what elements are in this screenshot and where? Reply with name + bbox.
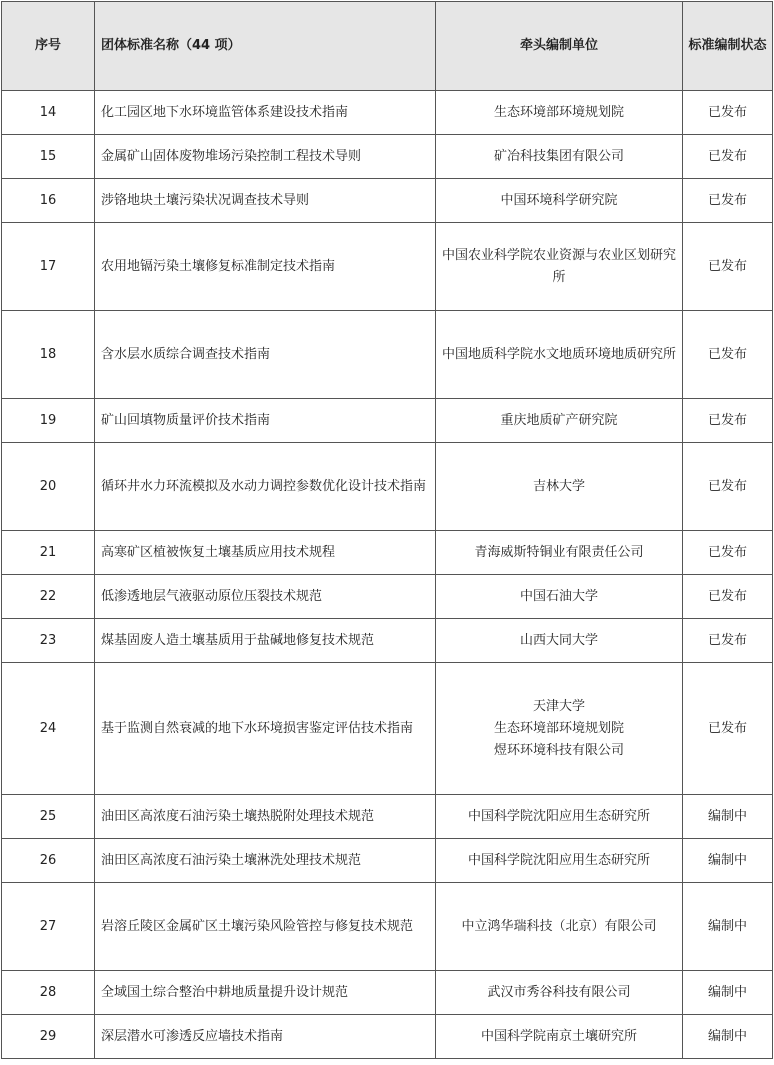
row-number: 21 [2,531,95,575]
status-label: 编制中 [683,795,773,839]
table-row [2,311,773,399]
table-row [2,91,773,135]
row-number: 14 [2,91,95,135]
lead-unit-cell [436,839,683,883]
lead-unit: 中国农业科学院农业资源与农业区划研究所 [442,247,677,285]
lead-unit-cell [436,663,683,795]
status-label: 已发布 [683,223,773,311]
lead-unit-cell [436,311,683,399]
status-label: 编制中 [683,971,773,1015]
table-row [2,971,773,1015]
table-row [2,839,773,883]
table-row [2,1015,773,1059]
lead-unit: 生态环境部环境规划院 [493,720,624,736]
standard-name: 全域国土综合整治中耕地质量提升设计规范 [95,971,436,1015]
standard-name: 金属矿山固体废物堆场污染控制工程技术导则 [95,135,436,179]
header-status: 标准编制状态 [683,2,773,91]
lead-unit: 天津大学 [532,698,585,714]
lead-unit: 中国科学院沈阳应用生态研究所 [467,808,650,824]
header-standard-name: 团体标准名称（44 项） [95,2,436,91]
lead-unit: 中国科学院沈阳应用生态研究所 [467,852,650,868]
lead-unit: 中国石油大学 [519,588,598,604]
lead-unit: 生态环境部环境规划院 [493,104,624,120]
row-number: 25 [2,795,95,839]
row-number: 28 [2,971,95,1015]
row-number: 29 [2,1015,95,1059]
status-label: 编制中 [683,883,773,971]
row-number: 22 [2,575,95,619]
table-row [2,531,773,575]
table-body [2,91,773,1059]
lead-unit-cell [436,575,683,619]
status-label: 已发布 [683,619,773,663]
standard-name: 循环井水力环流模拟及水动力调控参数优化设计技术指南 [95,443,436,531]
standard-name: 化工园区地下水环境监管体系建设技术指南 [95,91,436,135]
row-number: 18 [2,311,95,399]
lead-unit-cell [436,399,683,443]
lead-unit-cell [436,883,683,971]
row-number: 23 [2,619,95,663]
status-label: 已发布 [683,135,773,179]
table-row [2,179,773,223]
lead-unit-cell [436,443,683,531]
lead-unit-cell [436,971,683,1015]
standard-name: 深层潜水可渗透反应墙技术指南 [95,1015,436,1059]
table-row [2,575,773,619]
row-number: 27 [2,883,95,971]
lead-unit-cell [436,223,683,311]
table-header [2,2,773,91]
lead-unit: 中立鸿华瑞科技（北京）有限公司 [461,918,657,934]
table-row [2,399,773,443]
row-number: 17 [2,223,95,311]
row-number: 20 [2,443,95,531]
header-row [2,2,773,91]
lead-unit: 矿冶科技集团有限公司 [493,148,624,164]
status-label: 已发布 [683,311,773,399]
lead-unit-cell [436,179,683,223]
lead-unit-cell [436,619,683,663]
header-no: 序号 [2,2,95,91]
row-number: 15 [2,135,95,179]
table-row [2,663,773,795]
status-label: 已发布 [683,575,773,619]
lead-unit-cell [436,795,683,839]
lead-unit: 青海威斯特铜业有限责任公司 [474,544,644,560]
status-label: 已发布 [683,443,773,531]
standard-name: 油田区高浓度石油污染土壤淋洗处理技术规范 [95,839,436,883]
lead-unit: 中国环境科学研究院 [500,192,618,208]
table-row [2,883,773,971]
status-label: 编制中 [683,1015,773,1059]
lead-unit-cell [436,135,683,179]
status-label: 已发布 [683,663,773,795]
lead-unit-cell [436,91,683,135]
status-label: 已发布 [683,531,773,575]
standard-name: 煤基固废人造土壤基质用于盐碱地修复技术规范 [95,619,436,663]
lead-unit: 煜环环境科技有限公司 [493,742,624,758]
status-label: 编制中 [683,839,773,883]
lead-unit: 武汉市秀谷科技有限公司 [487,984,631,1000]
standard-name: 油田区高浓度石油污染土壤热脱附处理技术规范 [95,795,436,839]
status-label: 已发布 [683,399,773,443]
lead-unit-cell [436,531,683,575]
lead-unit: 重庆地质矿产研究院 [500,412,618,428]
row-number: 26 [2,839,95,883]
standard-name: 基于监测自然衰减的地下水环境损害鉴定评估技术指南 [95,663,436,795]
table-row [2,135,773,179]
standard-name: 涉铬地块土壤污染状况调查技术导则 [95,179,436,223]
standard-name: 农用地镉污染土壤修复标准制定技术指南 [95,223,436,311]
table-row [2,619,773,663]
standard-name: 高寒矿区植被恢复土壤基质应用技术规程 [95,531,436,575]
lead-unit: 吉林大学 [532,478,585,494]
lead-unit: 山西大同大学 [519,632,598,648]
row-number: 19 [2,399,95,443]
status-label: 已发布 [683,179,773,223]
table-row [2,795,773,839]
lead-unit-cell [436,1015,683,1059]
row-number: 16 [2,179,95,223]
lead-unit: 中国科学院南京土壤研究所 [480,1028,637,1044]
standard-name: 岩溶丘陵区金属矿区土壤污染风险管控与修复技术规范 [95,883,436,971]
table-row [2,443,773,531]
status-label: 已发布 [683,91,773,135]
standard-name: 矿山回填物质量评价技术指南 [95,399,436,443]
standards-table [1,1,773,1059]
standard-name: 低渗透地层气液驱动原位压裂技术规范 [95,575,436,619]
header-lead-unit: 牵头编制单位 [436,2,683,91]
row-number: 24 [2,663,95,795]
lead-unit: 中国地质科学院水文地质环境地质研究所 [442,346,677,362]
table-row [2,223,773,311]
standard-name: 含水层水质综合调查技术指南 [95,311,436,399]
